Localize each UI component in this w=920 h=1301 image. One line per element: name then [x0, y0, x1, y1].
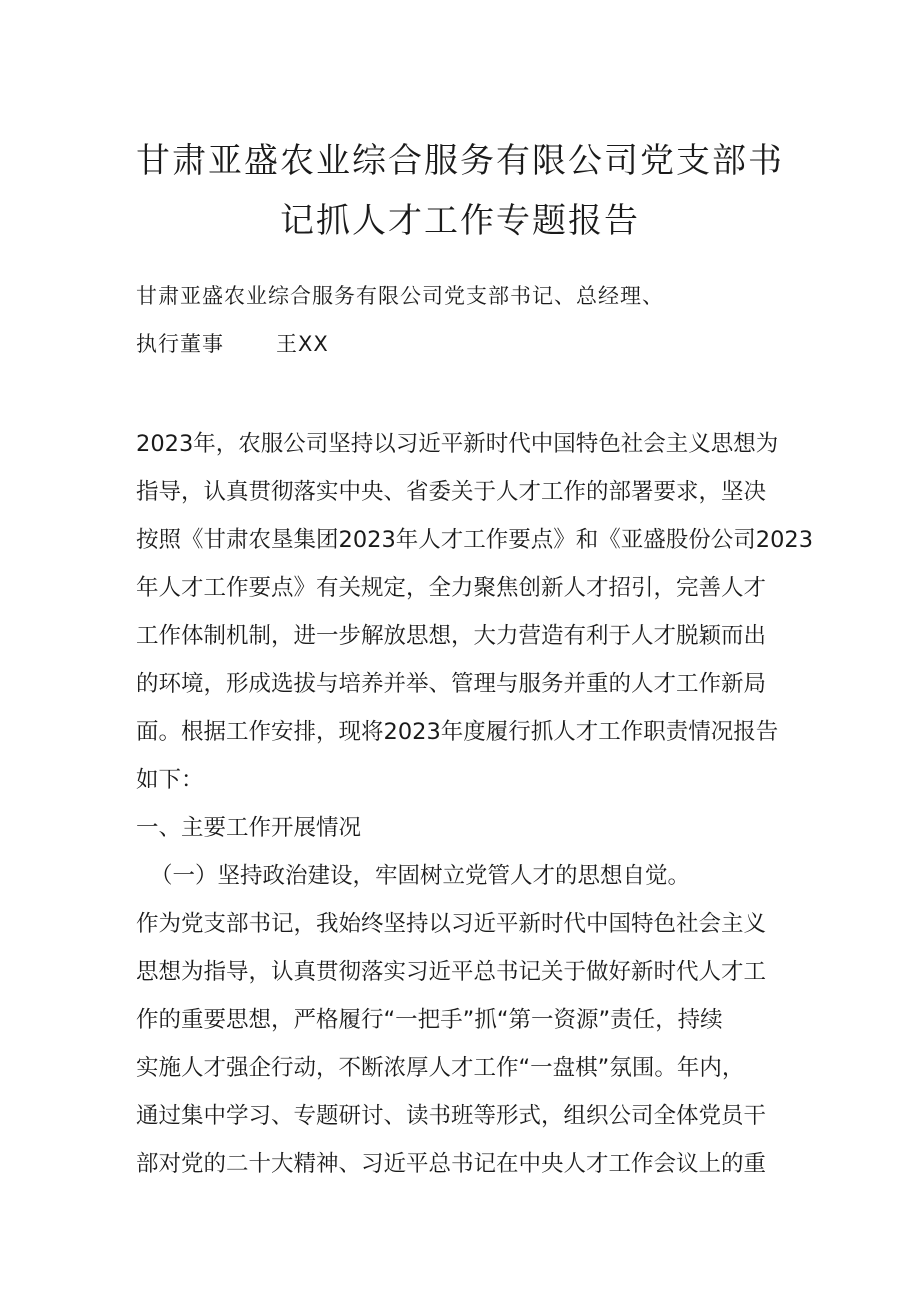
author-affiliation-line-1: 甘肃亚盛农业综合服务有限公司党支部书记、总经理、 [136, 284, 664, 308]
intro-line: 2023年，农服公司坚持以习近平新时代中国特色社会主义思想为 [136, 431, 779, 457]
intro-line: 指导，认真贯彻落实中央、省委关于人才工作的部署要求，坚决 [136, 479, 767, 505]
paragraph-line: 部对党的二十大精神、习近平总书记在中央人才工作会议上的重 [136, 1151, 767, 1177]
intro-line: 面。根据工作安排，现将2023年度履行抓人才工作职责情况报告 [136, 719, 779, 745]
paragraph-line: 作的重要思想，严格履行“一把手”抓“第一资源”责任，持续 [136, 1007, 723, 1033]
paragraph-line: 作为党支部书记，我始终坚持以习近平新时代中国特色社会主义 [136, 911, 767, 937]
intro-paragraph [136, 420, 814, 804]
intro-line: 按照《甘肃农垦集团2023年人才工作要点》和《亚盛股份公司2023 [136, 527, 814, 553]
author-affiliation-line-2 [136, 328, 329, 358]
subsection-heading: （一）坚持政治建设，牢固树立党管人才的思想自觉。 [150, 863, 691, 889]
author-name: 王XX [276, 332, 329, 356]
intro-line: 年人才工作要点》有关规定，全力聚焦创新人才招引，完善人才 [136, 575, 767, 601]
intro-line: 工作体制机制，进一步解放思想，大力营造有利于人才脱颖而出 [136, 623, 767, 649]
intro-line: 如下： [136, 767, 204, 793]
author-position: 执行董事 [136, 332, 224, 356]
paragraph-line: 思想为指导，认真贯彻落实习近平总书记关于做好新时代人才工 [136, 959, 767, 985]
paragraph-line: 实施人才强企行动，不断浓厚人才工作“一盘棋”氛围。年内， [136, 1055, 745, 1081]
document-title-line-1: 甘肃亚盛农业综合服务有限公司党支部书 [136, 141, 784, 181]
section-heading: 一、主要工作开展情况 [136, 815, 362, 841]
document-title-line-2: 记抓人才工作专题报告 [280, 201, 640, 241]
body-paragraph [136, 900, 796, 1188]
paragraph-line: 通过集中学习、专题研讨、读书班等形式，组织公司全体党员干 [136, 1103, 767, 1129]
intro-line: 的环境，形成选拔与培养并举、管理与服务并重的人才工作新局 [136, 671, 767, 697]
